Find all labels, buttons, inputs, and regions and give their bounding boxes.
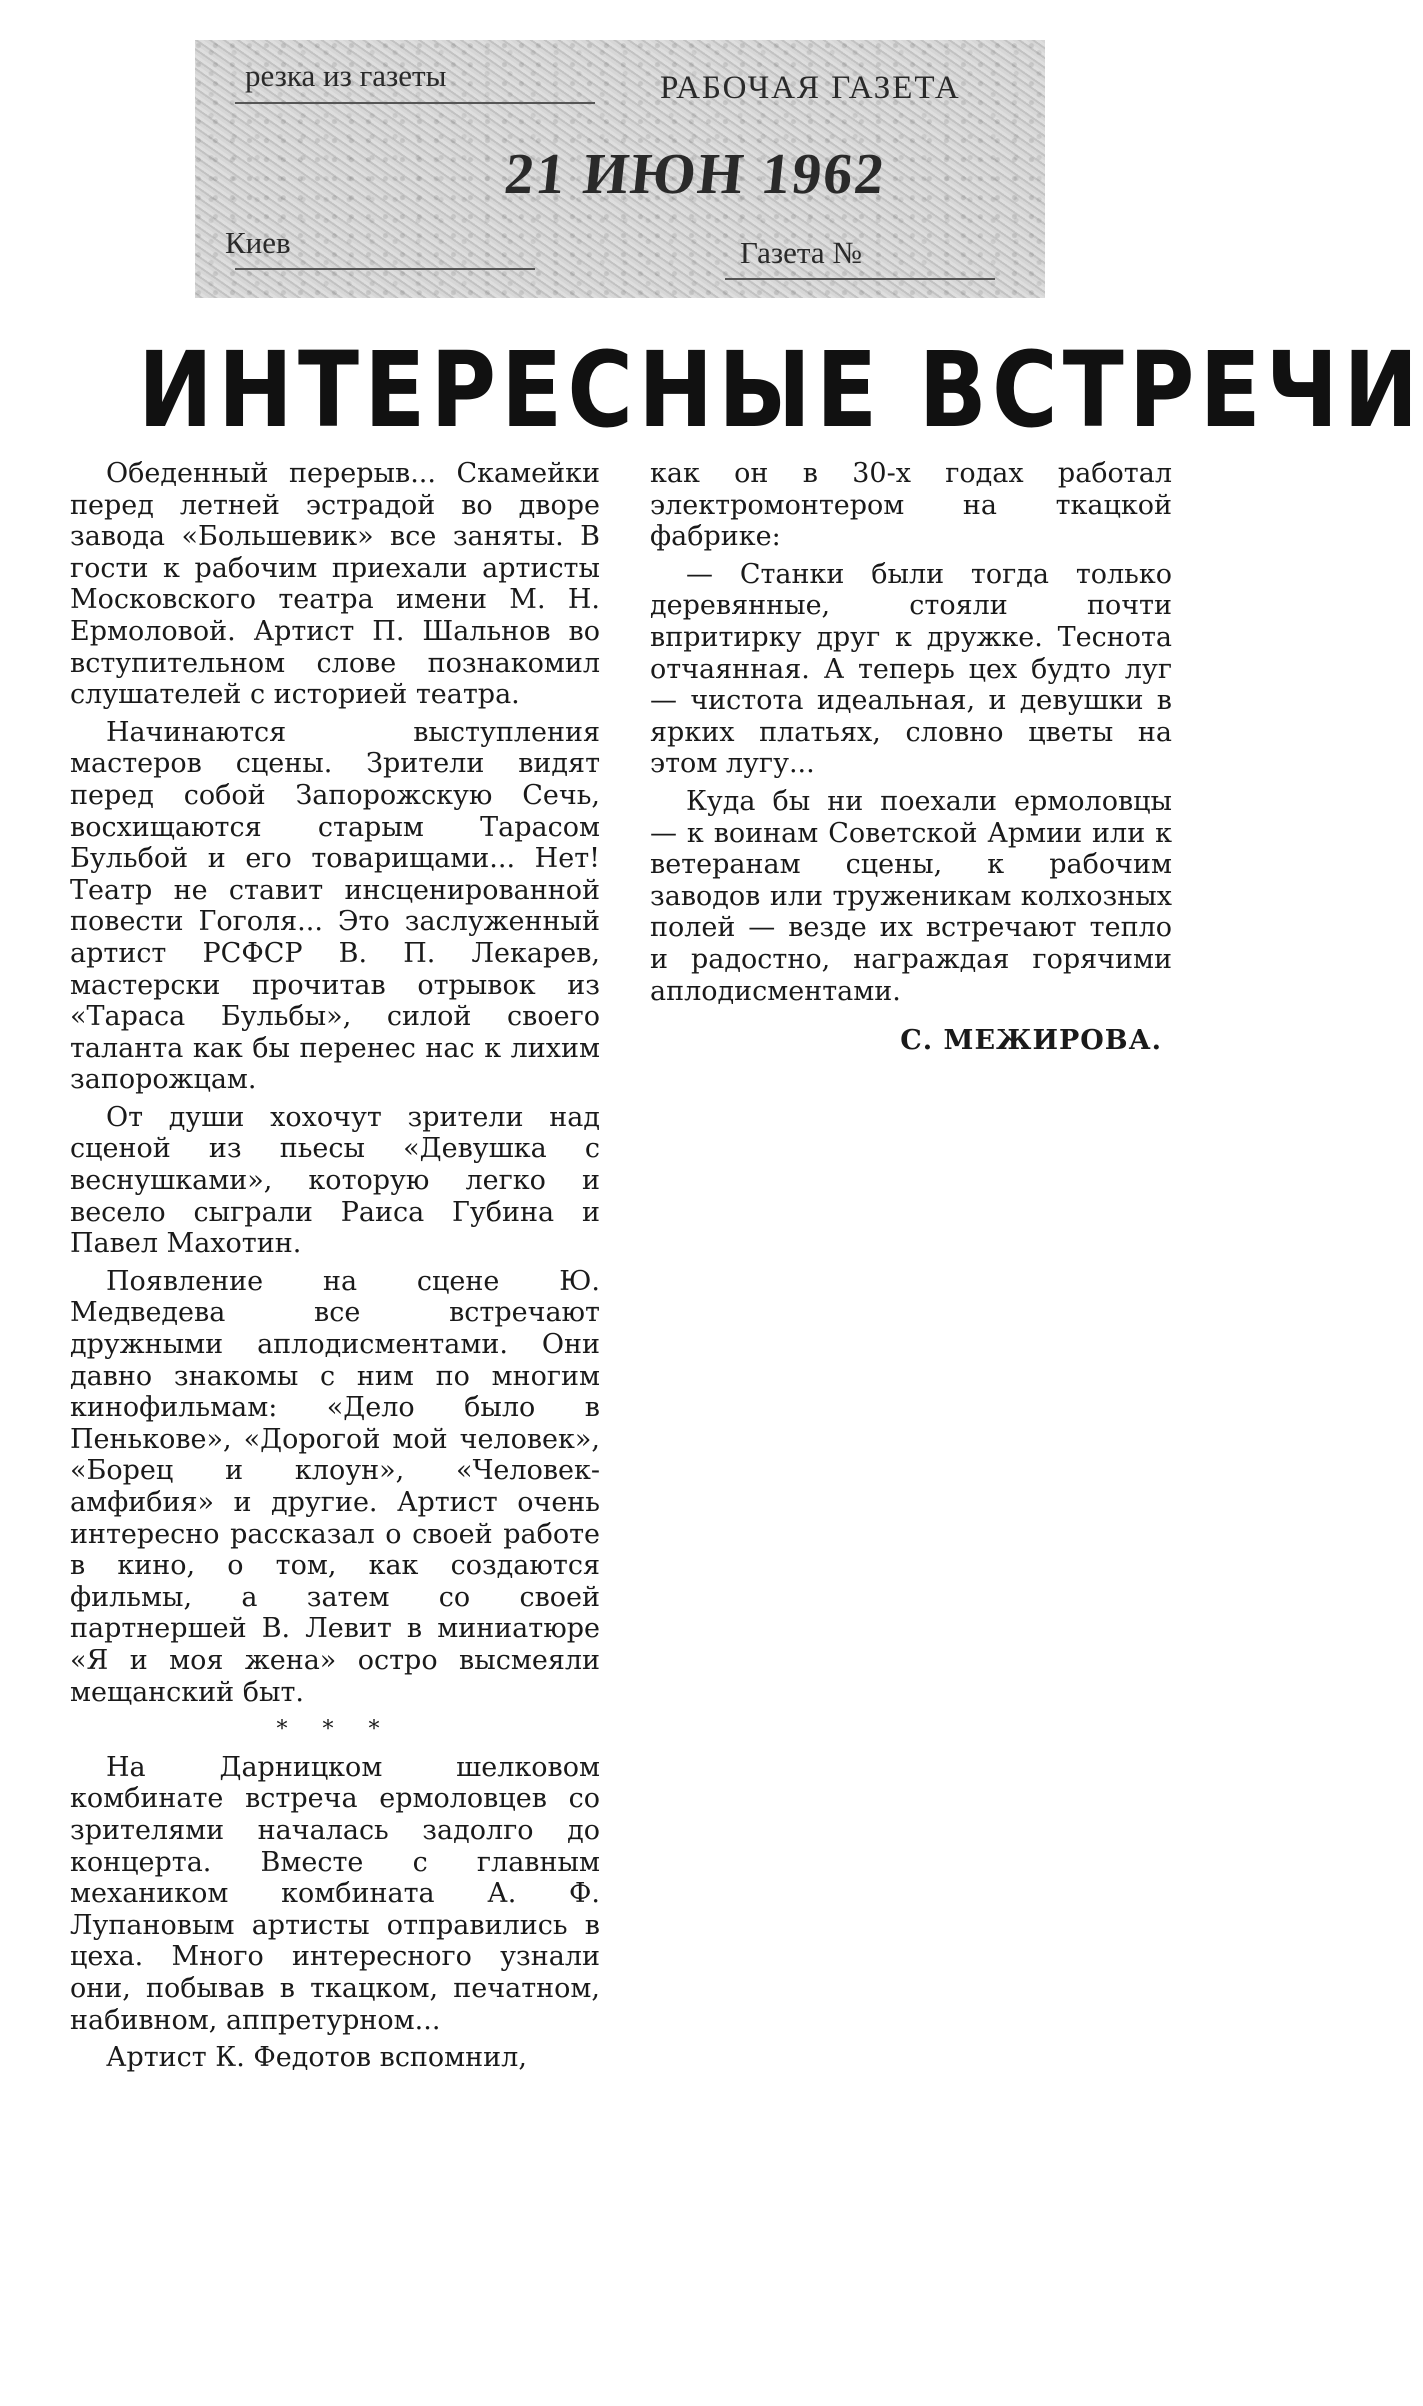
newspaper-name: РАБОЧАЯ ГАЗЕТА — [660, 70, 961, 106]
stamp-line — [725, 278, 995, 280]
paragraph: как он в 30-х годах работал электромонтером на ткацкой фабрике: — [650, 458, 1172, 553]
article-column-right — [650, 458, 1172, 1057]
paragraph: Появление на сцене Ю. Медведева все встречают дружными аплодисментами. Они давно знакомы с ним по многим кинофильмам: «Дело было в Пенькове», «Дорогой мой человек», «Борец и клоун», «Человек-амфибия» и другие. Артист очень интересно рассказал о своей работе в кино, о том, как создаются фильмы, а затем со своей партнершей В. Левит в миниатюре «Я и моя жена» остро высмеяли мещанский быт. — [70, 1265, 600, 1708]
paragraph: — Станки были тогда только деревянные, стояли почти впритирку друг к дружке. Теснота отчаянная. А теперь цех будто луг — чистота идеальная, и девушки в ярких платьях, словно цветы на этом лугу... — [650, 558, 1172, 780]
paragraph: Куда бы ни поехали ермоловцы — к воинам Советской Армии или к ветеранам сцены, к рабочим заводов или труженикам колхозных полей — везде их встречают тепло и радостно, награждая горячими аплодисментами. — [650, 785, 1172, 1007]
paragraph: Обеденный перерыв... Скамейки перед летней эстрадой во дворе завода «Большевик» все заняты. В гости к рабочим приехали артисты Московского театра имени М. Н. Ермоловой. Артист П. Шальнов во вступительном слове познакомил слушателей с историей театра. — [70, 458, 600, 711]
stamp-line — [235, 268, 535, 270]
article-column-left — [70, 458, 600, 2080]
stamp-line — [235, 102, 595, 104]
section-divider: * * * — [276, 1717, 394, 1743]
paragraph: Артист К. Федотов вспомнил, — [106, 2042, 527, 2074]
clipping-label: резка из газеты — [245, 58, 447, 93]
stamp-issue-label: Газета № — [740, 235, 862, 270]
stamp-city: Киев — [225, 225, 291, 260]
author-signature: С. МЕЖИРОВА. — [900, 1025, 1162, 1057]
paragraph: Начинаются выступления мастеров сцены. Зрители видят перед собой Запорожскую Сечь, восхищаются старым Тарасом Бульбой и его товарищами... Нет! Театр не ставит инсценированной повести Гоголя... Это заслуженный артист РСФСР В. П. Лекарев, мастерски прочитав отрывок из «Тараса Бульбы», силой своего таланта как бы перенес нас к лихим запорожцам. — [70, 716, 600, 1096]
clipping-stamp — [195, 40, 1045, 298]
article-title: ИНТЕРЕСНЫЕ ВСТРЕЧИ — [138, 329, 1423, 451]
stamp-date: 21 ИЮН 1962 — [501, 141, 889, 206]
paragraph: На Дарницком шелковом комбинате встреча ермоловцев со зрителями началась задолго до концерта. Вместе с главным механиком комбината А. Ф. Лупановым артисты отправились в цеха. Много интересного узнали они, побывав в ткацком, печатном, набивном, аппретурном... — [70, 1751, 600, 2036]
paragraph: От души хохочут зрители над сценой из пьесы «Девушка с веснушками», которую легко и весело сыграли Раиса Губина и Павел Махотин. — [70, 1101, 600, 1260]
